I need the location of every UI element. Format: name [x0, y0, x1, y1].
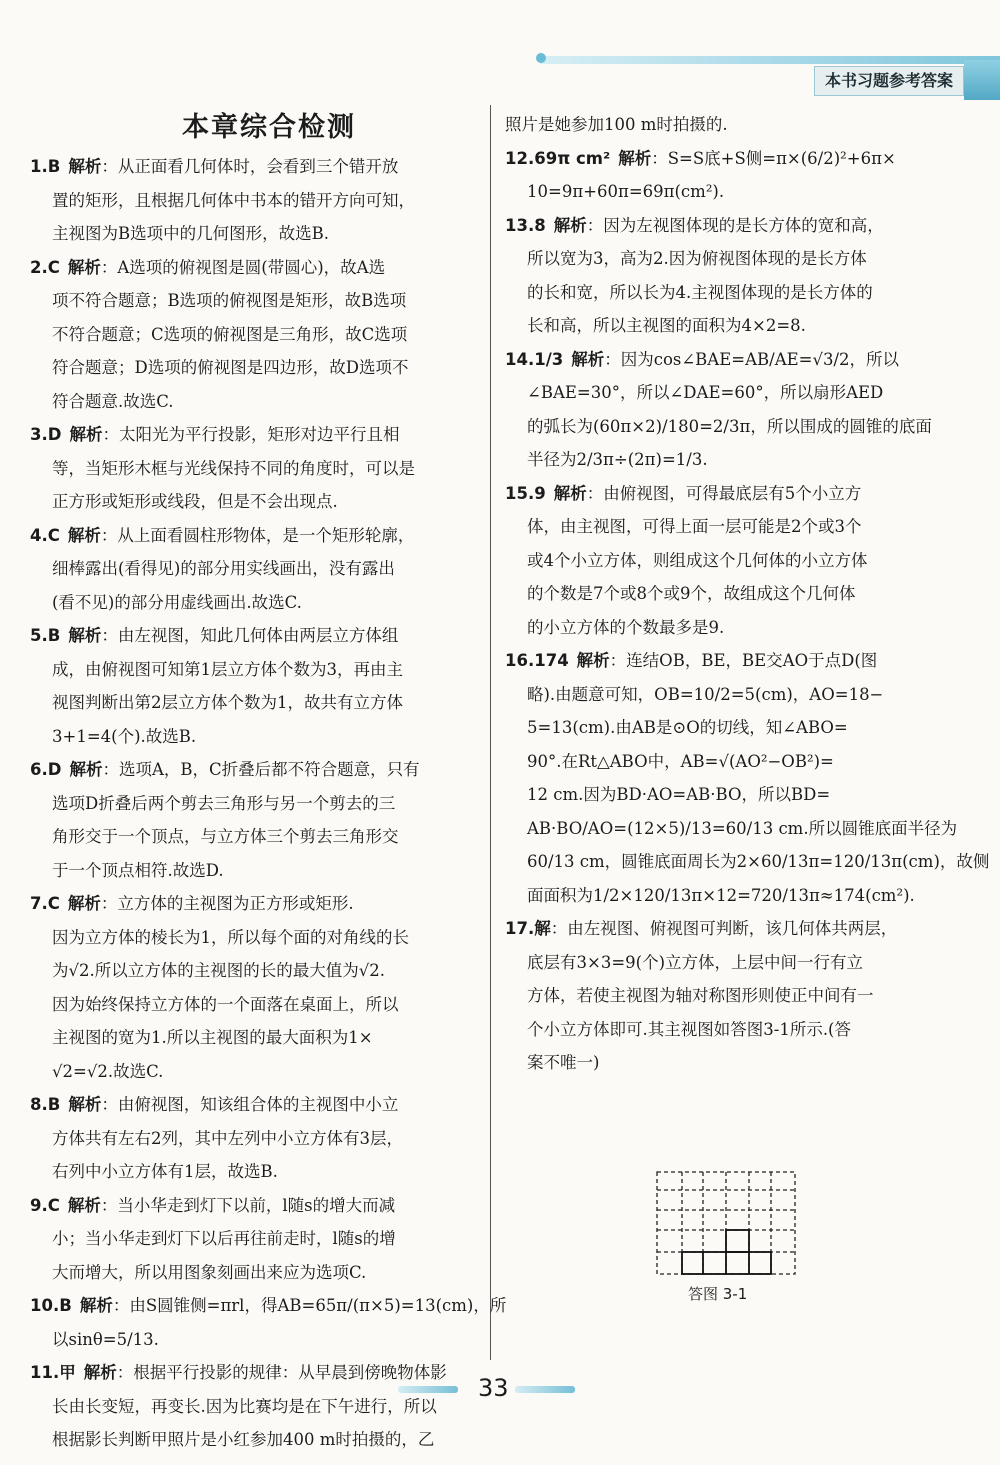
answer-text: 右列中小立方体有1层，故选B. [52, 1162, 278, 1181]
answer-text: 10=9π+60π=69π(cm²). [527, 182, 725, 201]
answer-line [30, 954, 478, 988]
question-number: 11.甲 [30, 1363, 76, 1382]
answer-line [30, 217, 478, 251]
answer-text: ：连结OB，BE，BE交AO于点D(图 [609, 651, 878, 670]
analysis-tag: 解析 [553, 215, 587, 235]
answer-text: ：太阳光为平行投影，矩形对边平行且相 [102, 425, 400, 444]
answer-line [30, 418, 478, 452]
answer-item [505, 644, 990, 912]
footer-decoration-left [398, 1386, 458, 1393]
answer-line [30, 1088, 478, 1122]
question-number: 3.D [30, 425, 62, 444]
answer-line [30, 1189, 478, 1223]
answer-text: ：因为左视图体现的是长方体的宽和高， [586, 215, 884, 235]
question-number: 2.C [30, 257, 60, 277]
answer-text: 照片是她参加100 m时拍摄的. [505, 115, 728, 134]
answer-item [30, 619, 478, 753]
answer-text: 的弧长为(60π×2)/180=2/3π，所以围成的圆锥的底面 [527, 416, 932, 436]
question-number: 14.1/3 [505, 349, 564, 369]
answer-text: 角形交于一个顶点，与立方体三个剪去三角形交 [52, 827, 399, 846]
answer-text: ：由左视图，知此几何体由两层立方体组 [101, 626, 399, 645]
analysis-tag: 解析 [67, 1195, 101, 1215]
question-number: 10.B [30, 1296, 72, 1315]
answer-line [30, 452, 478, 486]
answer-line [30, 1122, 478, 1156]
question-number: 15.9 [505, 483, 546, 503]
answer-line [30, 1390, 478, 1424]
section-title: 本章综合检测 [182, 112, 356, 143]
answer-text: ：选项A，B，C折叠后都不符合题意，只有 [102, 760, 420, 779]
answer-item [505, 142, 932, 209]
answer-text: ：由俯视图，可得最底层有5个小立方 [586, 483, 862, 503]
page-number: 33 [478, 1374, 509, 1402]
answer-line [505, 510, 932, 544]
answer-item [30, 150, 478, 251]
answer-text: 根据影长判断甲照片是小红参加400 m时拍摄的，乙 [52, 1430, 435, 1449]
question-number: 16.174 [505, 651, 569, 670]
answer-text: 以sinθ=5/13. [52, 1329, 159, 1349]
answer-item [30, 1088, 478, 1189]
answer-text: ：A选项的俯视图是圆(带圆心)，故A选 [100, 257, 386, 277]
answer-line [505, 644, 932, 678]
question-number: 17.解 [505, 919, 551, 938]
right-answer-list [505, 108, 990, 1080]
header-tab [964, 60, 1000, 100]
answer-text: 半径为2/3π÷(2π)=1/3. [527, 450, 708, 469]
answer-line [30, 1055, 478, 1089]
answer-text: 置的矩形，且根据几何体中书本的错开方向可知， [52, 190, 415, 210]
answer-item [505, 477, 932, 645]
answer-line [30, 787, 478, 821]
answer-text: 案不唯一) [527, 1053, 600, 1072]
answer-text: 选项D折叠后两个剪去三角形与另一个剪去的三 [52, 793, 396, 813]
answer-text: 主视图的宽为1.所以主视图的最大面积为1× [52, 1028, 373, 1047]
answer-line [30, 150, 478, 184]
answer-text: 的个数是7个或8个或9个，故组成这个几何体 [527, 584, 856, 603]
question-number: 6.D [30, 760, 62, 779]
analysis-tag: 解析 [68, 1095, 102, 1114]
answer-line [505, 175, 932, 209]
answer-text: AB·BO/AO=(12×5)/13=60/13 cm.所以圆锥底面半径为 [527, 818, 958, 838]
answer-text: 细棒露出(看得见)的部分用实线画出，没有露出 [52, 559, 395, 578]
answer-line [30, 653, 478, 687]
answer-line [30, 284, 478, 318]
answer-text: 个小立方体即可.其主视图如答图3-1所示.(答 [527, 1019, 851, 1039]
answer-line [30, 318, 478, 352]
answer-text: 面面积为1/2×120/13π×12=720/13π≈174(cm²). [527, 885, 915, 905]
analysis-tag: 解析 [83, 1363, 117, 1382]
answer-text: 因为立方体的棱长为1，所以每个面的对角线的长 [52, 927, 409, 947]
answer-line [505, 1046, 932, 1080]
answer-line [505, 778, 932, 812]
analysis-tag: 解析 [68, 157, 102, 176]
answer-line [505, 879, 932, 913]
answer-text: √2=√2.故选C. [52, 1061, 164, 1081]
answer-line [30, 1155, 478, 1189]
answer-text: ：从上面看圆柱形物体，是一个矩形轮廓， [100, 525, 415, 545]
answer-line [505, 142, 932, 176]
answer-line [505, 544, 932, 578]
figure-caption: 答图 3-1 [688, 1285, 748, 1303]
answer-text: 视图判断出第2层立方体个数为1，故共有立方体 [52, 693, 403, 712]
analysis-tag: 解析 [67, 525, 101, 545]
column-divider [490, 105, 491, 1360]
answer-text: 体，由主视图，可得上面一层可能是2个或3个 [527, 517, 862, 536]
answer-text: 因为始终保持立方体的一个面落在桌面上，所以 [52, 994, 399, 1014]
header-dot [536, 53, 546, 63]
answer-line [505, 912, 932, 946]
answer-text: 的长和宽，所以长为4.主视图体现的是长方体的 [527, 282, 873, 302]
answer-item [505, 343, 932, 477]
answer-line [30, 485, 478, 519]
answer-text: 不符合题意；C选项的俯视图是三角形，故C选项 [52, 324, 408, 344]
analysis-tag: 解析 [79, 1296, 113, 1315]
answer-line [505, 812, 958, 846]
answer-line [30, 1222, 478, 1256]
answer-line [30, 586, 478, 620]
answer-item [30, 1189, 478, 1290]
answer-text: 60/13 cm，圆锥底面周长为2×60/13π=120/13π(cm)，故侧 [527, 852, 990, 871]
answer-text: ：根据平行投影的规律：从早晨到傍晚物体影 [116, 1363, 447, 1382]
answer-text: ：立方体的主视图为正方形或矩形. [100, 894, 354, 913]
answer-text: 主视图为B选项中的几何图形，故选B. [52, 224, 329, 243]
answer-line [505, 477, 932, 511]
answer-line [505, 611, 932, 645]
answer-line [505, 745, 932, 779]
analysis-tag: 解析 [67, 894, 101, 913]
answer-line [30, 753, 478, 787]
answer-line [505, 242, 932, 276]
answer-text: 方体共有左右2列，其中左列中小立方体有3层， [52, 1128, 403, 1148]
answer-text: ：从正面看几何体时，会看到三个错开放 [101, 157, 399, 176]
answer-line [505, 946, 932, 980]
answer-text: 方体，若使主视图为轴对称图形则使正中间有一 [527, 986, 874, 1005]
answer-text: 正方形或矩形或线段，但是不会出现点. [52, 492, 338, 511]
answer-item [505, 108, 932, 142]
answer-line [30, 686, 478, 720]
answer-line [30, 921, 478, 955]
answer-line [505, 443, 932, 477]
answer-text: 90°.在Rt△ABO中，AB=√(AO²−OB²)= [527, 751, 834, 771]
answer-line [30, 1289, 507, 1323]
analysis-tag: 解析 [576, 651, 610, 670]
answer-line [30, 184, 478, 218]
answer-item [30, 519, 478, 620]
answer-text: 符合题意.故选C. [52, 391, 174, 411]
analysis-tag: 解析 [553, 483, 587, 503]
analysis-tag: 解析 [618, 148, 652, 168]
answer-text: 或4个小立方体，则组成这个几何体的小立方体 [527, 550, 868, 570]
question-number: 5.B [30, 626, 61, 645]
answer-line [30, 385, 478, 419]
answer-text: 等，当矩形木框与光线保持不同的角度时，可以是 [52, 458, 415, 478]
answer-line [30, 820, 478, 854]
answer-item [30, 887, 478, 1088]
question-number: 4.C [30, 525, 60, 545]
answer-line [505, 845, 990, 879]
answer-text: 略).由题意可知，OB=10/2=5(cm)，AO=18− [527, 684, 884, 704]
answer-line [30, 1423, 478, 1457]
answer-line [505, 108, 932, 142]
answer-text: 小；当小华走到灯下以后再往前走时，l随s的增 [52, 1229, 396, 1248]
answer-text: ∠BAE=30°，所以∠DAE=60°，所以扇形AED [527, 383, 884, 402]
answer-line [505, 209, 932, 243]
answer-text: 底层有3×3=9(个)立方体，上层中间一行有立 [527, 952, 864, 972]
analysis-tag: 解析 [571, 349, 605, 369]
answer-line [30, 1356, 478, 1390]
answer-text: 12 cm.因为BD·AO=AB·BO，所以BD= [527, 785, 831, 804]
answer-line [30, 1256, 478, 1290]
header-decoration-bar [540, 56, 1000, 64]
answer-text: 符合题意；D选项的俯视图是四边形，故D选项不 [52, 358, 409, 377]
answer-line [505, 711, 932, 745]
answer-item [505, 912, 932, 1080]
answer-text: 项不符合题意；B选项的俯视图是矩形，故B选项 [52, 291, 407, 310]
question-number: 1.B [30, 157, 61, 176]
answer-line [30, 988, 478, 1022]
answer-text: 长和高，所以主视图的面积为4×2=8. [527, 316, 806, 335]
answer-text: 3+1=4(个).故选B. [52, 726, 197, 746]
answer-text: ：由左视图、俯视图可判断，该几何体共两层， [550, 919, 898, 938]
answer-item [30, 418, 478, 519]
answer-line [30, 519, 478, 553]
question-number: 7.C [30, 894, 60, 913]
answer-line [505, 979, 932, 1013]
right-column [505, 108, 990, 1080]
answer-line [30, 619, 478, 653]
answer-text: 成，由俯视图可知第1层立方体个数为3，再由主 [52, 659, 403, 679]
answer-line [30, 351, 478, 385]
answer-line [505, 678, 932, 712]
answer-item [30, 1356, 478, 1457]
answer-item [505, 209, 932, 343]
question-number: 8.B [30, 1095, 61, 1114]
question-number: 9.C [30, 1195, 60, 1215]
answer-text: 的小立方体的个数最多是9. [527, 617, 725, 637]
answer-text: ：当小华走到灯下以前，l随s的增大而减 [100, 1195, 396, 1215]
answer-text: 大而增大，所以用图象刻画出来应为选项C. [52, 1262, 367, 1282]
answer-line [505, 309, 932, 343]
answer-figure-grid [655, 1170, 797, 1276]
answer-item [30, 1289, 507, 1356]
answer-line [30, 552, 478, 586]
answer-text: ：S=S底+S侧=π×(6/2)²+6π× [651, 148, 896, 168]
answer-text: 为√2.所以立方体的主视图的长的最大值为√2. [52, 961, 386, 980]
answer-text: (看不见)的部分用虚线画出.故选C. [52, 592, 302, 612]
answer-text: 5=13(cm).由AB是⊙O的切线，知∠ABO= [527, 718, 848, 737]
analysis-tag: 解析 [68, 626, 102, 645]
answer-line [505, 1013, 932, 1047]
question-number: 13.8 [505, 215, 546, 235]
answer-line [30, 1021, 478, 1055]
answer-text: 所以宽为3，高为2.因为俯视图体现的是长方体 [527, 249, 867, 268]
answer-item [30, 753, 478, 887]
analysis-tag: 解析 [69, 425, 103, 444]
answer-line [505, 376, 932, 410]
answer-text: ：因为cos∠BAE=AB/AE=√3/2，所以 [604, 349, 900, 369]
analysis-tag: 解析 [69, 760, 103, 779]
answer-text: ：由S圆锥侧=πrl，得AB=65π/(π×5)=13(cm)，所 [112, 1296, 507, 1315]
answer-line [505, 410, 932, 444]
answer-line [505, 577, 932, 611]
answer-text: ：由俯视图，知该组合体的主视图中小立 [101, 1095, 399, 1114]
answer-line [30, 1323, 478, 1357]
header-label: 本书习题参考答案 [814, 66, 964, 96]
answer-line [505, 276, 932, 310]
answer-line [30, 854, 478, 888]
footer-decoration-right [515, 1386, 575, 1393]
answer-line [30, 251, 478, 285]
answer-line [30, 720, 478, 754]
answer-line [30, 887, 478, 921]
answer-line [505, 343, 932, 377]
analysis-tag: 解析 [67, 257, 101, 277]
question-number: 12.69π cm² [505, 148, 611, 168]
answer-item [30, 251, 478, 419]
watermark-logo [866, 1400, 986, 1458]
answer-text: 于一个顶点相符.故选D. [52, 860, 224, 880]
answer-text: 长由长变短，再变长.因为比赛均是在下午进行，所以 [52, 1396, 437, 1416]
